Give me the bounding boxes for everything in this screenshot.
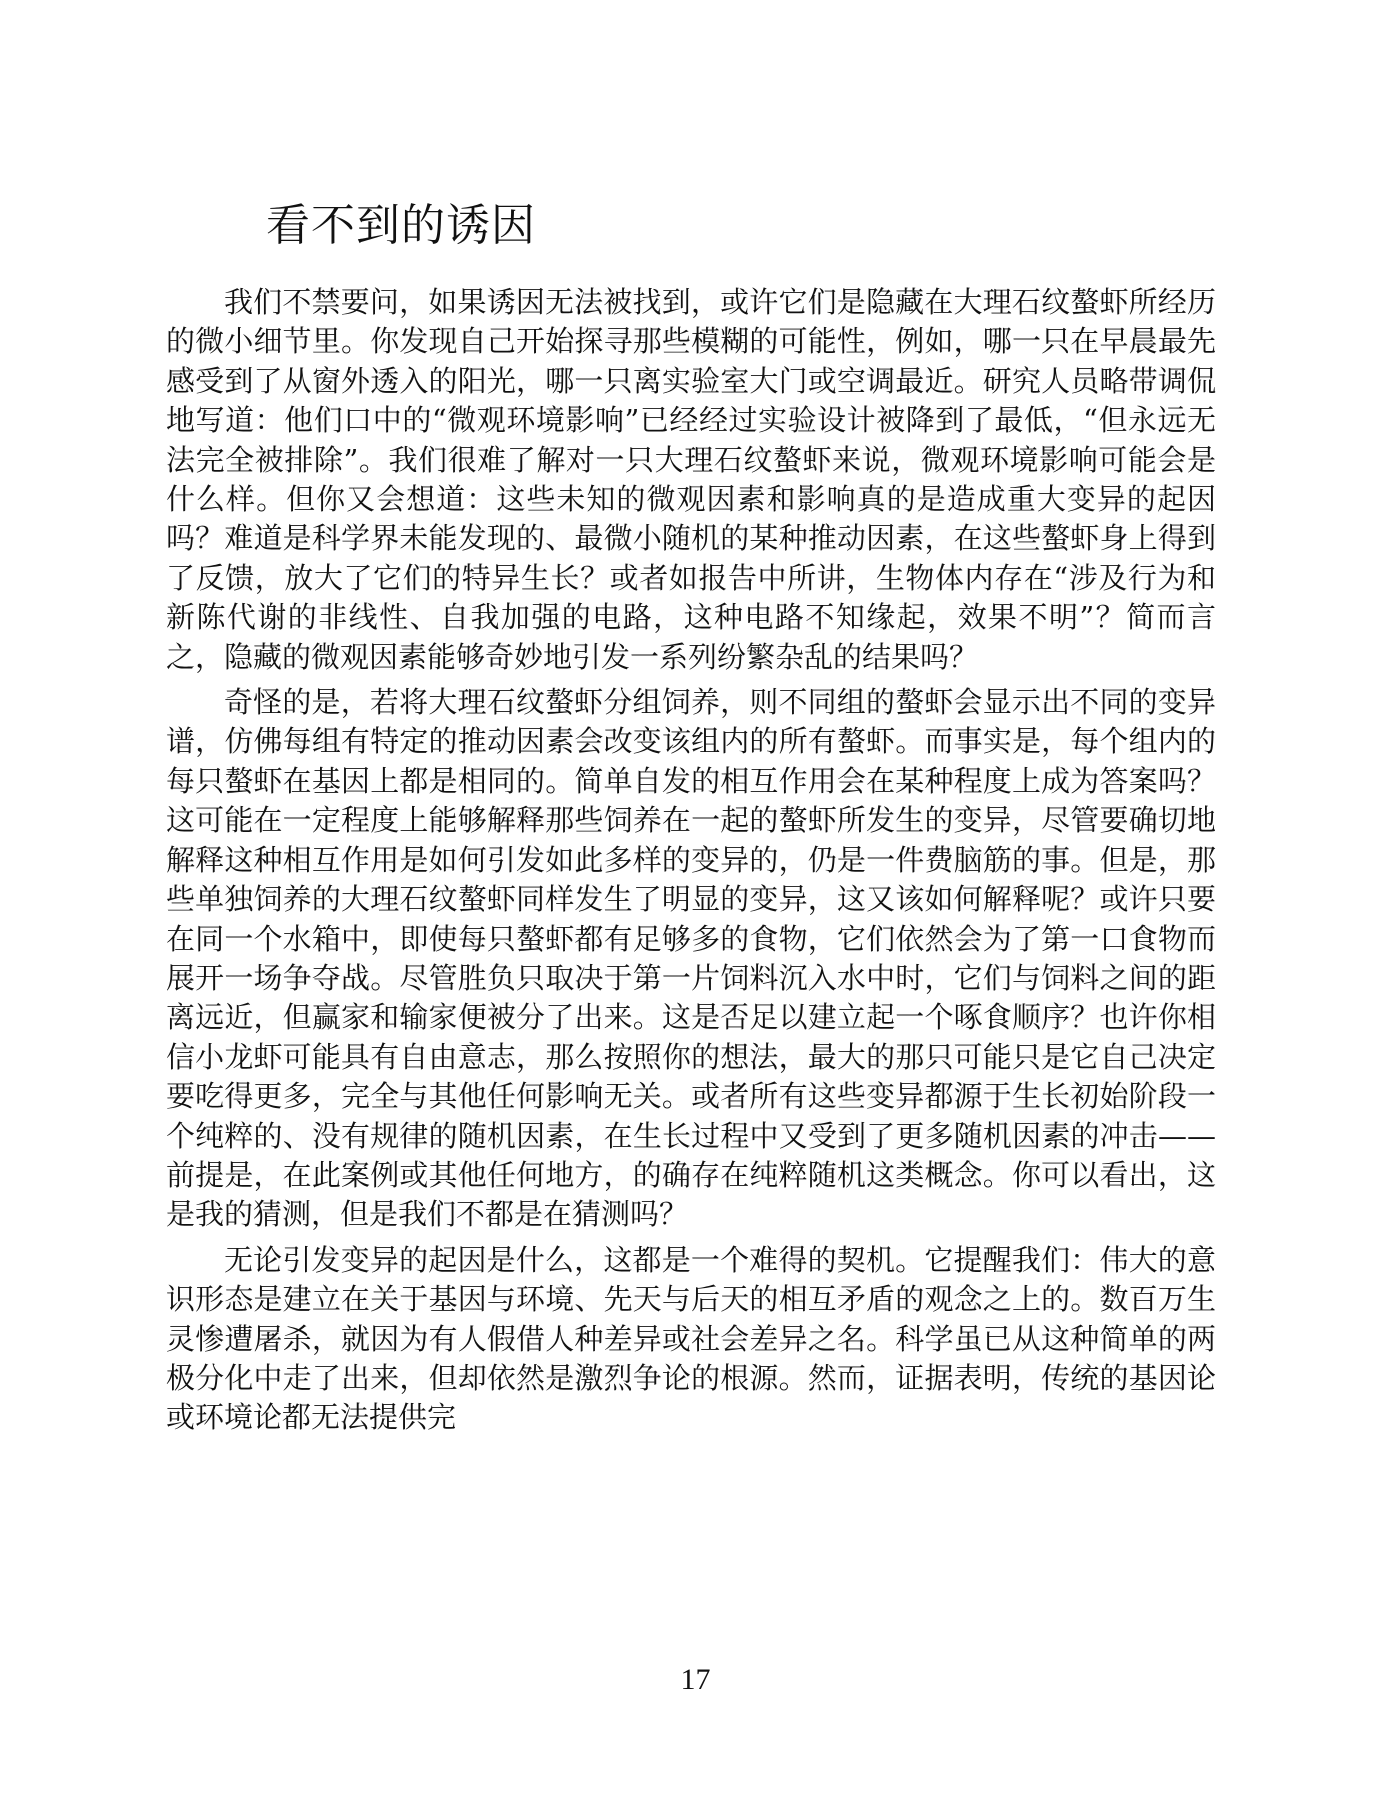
paragraph: 奇怪的是，若将大理石纹螯虾分组饲养，则不同组的螯虾会显示出不同的变异谱，仿佛每组有特定的推动因素会改变该组内的所有螯虾。而事实是，每个组内的每只螯虾在基因上都是相同的。简单自发的相互作用会在某种程度上成为答案吗？这可能在一定程度上能够解释那些饲养在一起的螯虾所发生的变异，尽管要确切地解释这种相互作用是如何引发如此多样的变异的，仍是一件费脑筋的事。但是，那些单独饲养的大理石纹螯虾同样发生了明显的变异，这又该如何解释呢？或许只要在同一个水箱中，即使每只螯虾都有足够多的食物，它们依然会为了第一口食物而展开一场争夺战。尽管胜负只取决于第一片饲料沉入水中时，它们与饲料之间的距离远近，但赢家和输家便被分了出来。这是否足以建立起一个啄食顺序？也许你相信小龙虾可能具有自由意志，那么按照你的想法，最大的那只可能只是它自己决定要吃得更多，完全与其他任何影响无关。或者所有这些变异都源于生长初始阶段一个纯粹的、没有规律的随机因素，在生长过程中又受到了更多随机因素的冲击——前提是，在此案例或其他任何地方，的确存在纯粹随机这类概念。你可以看出，这是我的猜测，但是我们不都是在猜测吗？ xyxy=(166,685,1216,1232)
paragraph: 无论引发变异的起因是什么，这都是一个难得的契机。它提醒我们：伟大的意识形态是建立在关于基因与环境、先天与后天的相互矛盾的观念之上的。数百万生灵惨遭屠杀，就因为有人假借人种差异或社会差异之名。科学虽已从这种简单的两极分化中走了出来，但却依然是激烈争论的根源。然而，证据表明，传统的基因论或环境论都无法提供完 xyxy=(166,1242,1216,1435)
section-title: 看不到的诱因 xyxy=(266,200,536,251)
body-text xyxy=(166,283,1216,1444)
paragraph: 我们不禁要问，如果诱因无法被找到，或许它们是隐藏在大理石纹螯虾所经历的微小细节里。你发现自己开始探寻那些模糊的可能性，例如，哪一只在早晨最先感受到了从窗外透入的阳光，哪一只离实验室大门或空调最近。研究人员略带调侃地写道：他们口中的“微观环境影响”已经经过实验设计被降到了最低，“但永远无法完全被排除”。我们很难了解对一只大理石纹螯虾来说，微观环境影响可能会是什么样。但你又会想道：这些未知的微观因素和影响真的是造成重大变异的起因吗？难道是科学界未能发现的、最微小随机的某种推动因素，在这些螯虾身上得到了反馈，放大了它们的特异生长？或者如报告中所讲，生物体内存在“涉及行为和新陈代谢的非线性、自我加强的电路，这种电路不知缘起，效果不明”？简而言之，隐藏的微观因素能够奇妙地引发一系列纷繁杂乱的结果吗？ xyxy=(166,285,1216,674)
page-number: 17 xyxy=(680,1663,711,1696)
